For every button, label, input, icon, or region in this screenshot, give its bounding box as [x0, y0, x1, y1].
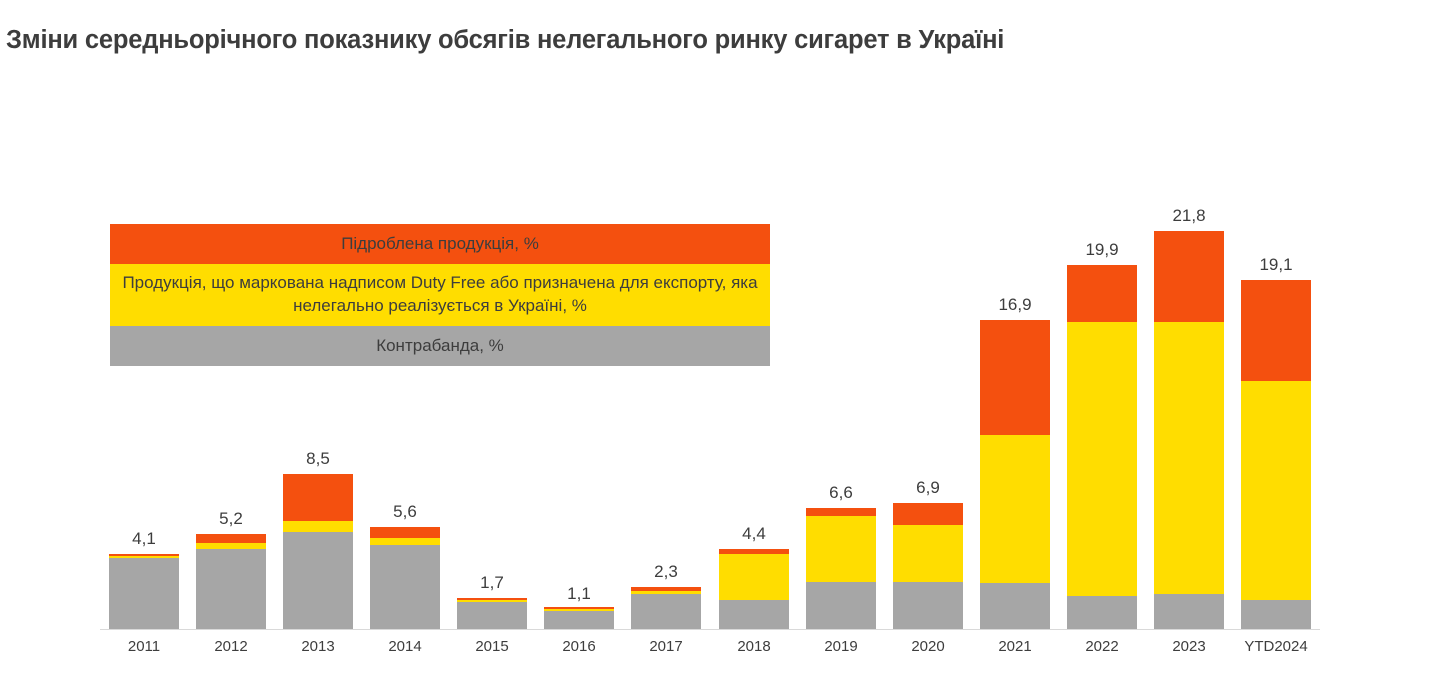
bar-segment-dutyfree: [806, 516, 876, 582]
bar-segment-contraband: [719, 600, 789, 629]
x-tick-2014: 2014: [388, 638, 422, 655]
bar-segment-contraband: [196, 549, 266, 629]
bar-stack: [631, 587, 701, 629]
bar-segment-dutyfree: [980, 435, 1050, 583]
bar-segment-contraband: [1241, 600, 1311, 629]
bar-segment-contraband: [370, 545, 440, 629]
bar-stack: [719, 549, 789, 629]
bar-segment-contraband: [1154, 594, 1224, 629]
bar-stack: [980, 320, 1050, 629]
legend-label-counterfeit: Підроблена продукція, %: [341, 234, 539, 253]
bar-segment-contraband: [109, 558, 179, 629]
bar-segment-counterfeit: [196, 534, 266, 543]
chart-plot-area: [100, 180, 1320, 630]
bar-segment-counterfeit: [1154, 231, 1224, 322]
bar-stack: [1154, 231, 1224, 629]
legend-label-dutyfree: Продукція, що маркована надписом Duty Free або призначена для експорту, яка нелегально реалізується в Україні, %: [122, 273, 758, 315]
bar-segment-counterfeit: [893, 503, 963, 525]
bar-segment-contraband: [893, 582, 963, 630]
page-title: Зміни середньорічного показнику обсягів нелегального ринку сигарет в Україні: [6, 26, 1005, 54]
bar-segment-dutyfree: [283, 521, 353, 532]
bar-value-label: 4,1: [132, 529, 156, 549]
bar-value-label: 19,1: [1259, 255, 1293, 274]
bar-value-label: 6,9: [916, 477, 940, 497]
bar-stack: [544, 607, 614, 629]
bar-value-label: 4,4: [742, 523, 766, 543]
x-axis-tick-labels: [100, 638, 1320, 662]
x-tick-2011: 2011: [127, 638, 161, 655]
x-tick-2021: 2021: [998, 638, 1032, 655]
bar-value-label: 19,9: [1085, 240, 1119, 260]
bar-stack: [283, 474, 353, 629]
x-tick-2013: 2013: [301, 638, 335, 655]
bar-value-label: 1,1: [567, 583, 591, 603]
x-tick-2016: 2016: [562, 638, 596, 655]
bar-value-label: 5,6: [393, 501, 417, 521]
x-tick-2022: 2022: [1085, 638, 1119, 655]
bar-stack: [1067, 265, 1137, 629]
bar-segment-contraband: [980, 583, 1050, 629]
bar-segment-contraband: [283, 532, 353, 629]
bar-segment-dutyfree: [1241, 381, 1311, 600]
bar-value-label: 21,8: [1172, 205, 1206, 225]
bar-stack: [1241, 280, 1311, 629]
bar-segment-dutyfree: [893, 525, 963, 582]
x-tick-2012: 2012: [214, 638, 248, 655]
x-axis-line: [100, 629, 1320, 630]
bar-stack: [893, 503, 963, 629]
bar-segment-counterfeit: [370, 527, 440, 538]
x-tick-2017: 2017: [649, 638, 683, 655]
bar-segment-counterfeit: [806, 508, 876, 515]
bar-stack: [109, 554, 179, 629]
bar-segment-dutyfree: [370, 538, 440, 545]
bar-segment-contraband: [1067, 596, 1137, 629]
bar-stack: [457, 598, 527, 629]
bar-value-label: 6,6: [829, 483, 853, 503]
x-tick-2018: 2018: [737, 638, 771, 655]
x-tick-2020: 2020: [911, 638, 945, 655]
bar-segment-contraband: [544, 611, 614, 629]
bar-value-label: 1,7: [480, 572, 504, 592]
bar-segment-counterfeit: [1067, 265, 1137, 322]
bar-stack: [370, 527, 440, 629]
bar-segment-counterfeit: [1241, 280, 1311, 381]
bar-stack: [806, 508, 876, 629]
bar-segment-dutyfree: [1067, 322, 1137, 596]
bar-value-label: 2,3: [654, 561, 678, 581]
bar-stack: [196, 534, 266, 629]
bar-segment-counterfeit: [980, 320, 1050, 435]
bar-segment-contraband: [631, 594, 701, 629]
x-tick-2015: 2015: [475, 638, 509, 655]
bar-segment-dutyfree: [719, 554, 789, 600]
bar-value-label: 8,5: [306, 448, 330, 468]
legend-label-contraband: Контрабанда, %: [376, 336, 504, 355]
bar-value-label: 5,2: [219, 508, 243, 528]
bar-segment-contraband: [457, 602, 527, 629]
x-tick-2019: 2019: [824, 638, 858, 655]
bar-segment-dutyfree: [1154, 322, 1224, 594]
bar-segment-contraband: [806, 582, 876, 630]
x-tick-2023: 2023: [1172, 638, 1206, 655]
x-tick-ytd2024: YTD2024: [1244, 638, 1308, 655]
bar-value-label: 16,9: [998, 295, 1032, 315]
bar-segment-counterfeit: [283, 474, 353, 522]
